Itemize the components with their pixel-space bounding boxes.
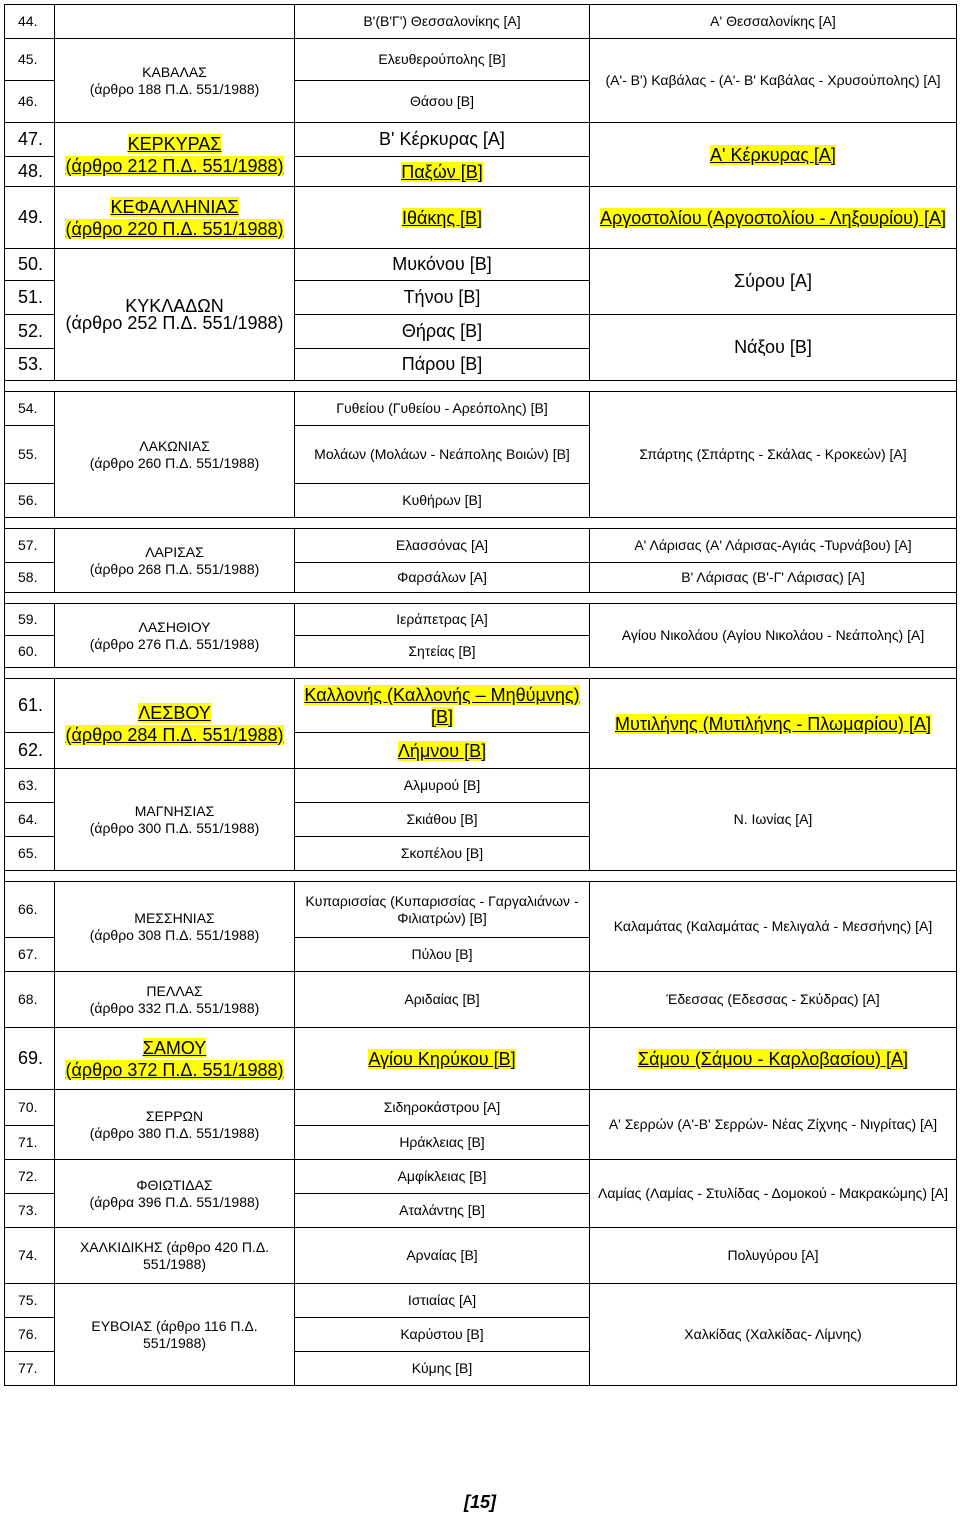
spacer-row [5, 518, 957, 529]
seat-cell: Ηράκλειας [Β] [295, 1126, 590, 1160]
seat-cell: Αρναίας [Β] [295, 1228, 590, 1284]
region-article: (άρθρο 300 Π.Δ. 551/1988) [89, 819, 260, 836]
row-number: 59. [5, 604, 55, 636]
region-cell [55, 604, 295, 668]
row-number: 61. [5, 679, 55, 733]
first-instance-cell [590, 187, 957, 249]
row-number: 75. [5, 1284, 55, 1318]
region-cell: ΕΥΒΟΙΑΣ (άρθρο 116 Π.Δ. 551/1988) [55, 1284, 295, 1386]
region-name: ΠΕΛΛΑΣ [146, 982, 203, 999]
seat-cell: Θήρας [Β] [295, 315, 590, 349]
row-number: 64. [5, 803, 55, 837]
spacer-row [5, 668, 957, 679]
row-number: 76. [5, 1318, 55, 1352]
region-cell [55, 39, 295, 123]
row-number: 56. [5, 484, 55, 518]
seat-cell: Θάσου [Β] [295, 81, 590, 123]
first-instance-cell: Χαλκίδας (Χαλκίδας- Λίμνης) [590, 1284, 957, 1386]
region-name: ΛΑΚΩΝΙΑΣ [139, 437, 210, 454]
seat-cell: Ιστιαίας [Α] [295, 1284, 590, 1318]
seat-name: Ιθάκης [Β] [401, 207, 483, 228]
region-name: ΚΕΡΚΥΡΑΣ [127, 133, 222, 154]
row-number: 69. [5, 1028, 55, 1090]
region-article: (άρθρο 284 Π.Δ. 551/1988) [65, 724, 284, 745]
region-name: ΚΑΒΑΛΑΣ [142, 63, 207, 80]
seat-cell: Σιδηροκάστρου [Α] [295, 1090, 590, 1126]
region-name: ΚΥΚΛΑΔΩΝ [125, 295, 224, 316]
row-number: 50. [5, 249, 55, 281]
page-number: [15] [463, 1492, 496, 1512]
seat-cell [295, 157, 590, 187]
seat-cell: Τήνου [Β] [295, 281, 590, 315]
row-number: 67. [5, 938, 55, 972]
row-number: 54. [5, 392, 55, 426]
region-name: ΦΘΙΩΤΙΔΑΣ [136, 1176, 213, 1193]
region-name: ΣΕΡΡΩΝ [145, 1107, 204, 1124]
seat-cell: Καρύστου [Β] [295, 1318, 590, 1352]
seat-cell [295, 733, 590, 769]
region-article: (άρθρο 188 Π.Δ. 551/1988) [89, 80, 260, 97]
first-instance-cell [590, 1028, 957, 1090]
first-instance-cell: Αγίου Νικολάου (Αγίου Νικολάου - Νεάπολης) [Α] [590, 604, 957, 668]
seat-cell: Αταλάντης [Β] [295, 1194, 590, 1228]
region-name: ΜΕΣΣΗΝΙΑΣ [134, 909, 215, 926]
first-instance-cell [590, 679, 957, 769]
first-instance-cell: Σύρου [Α] [590, 249, 957, 315]
seat-cell: Γυθείου (Γυθείου - Αρεόπολης) [Β] [295, 392, 590, 426]
first-instance-cell [590, 123, 957, 187]
seat-cell: Σκοπέλου [Β] [295, 837, 590, 871]
first-instance-name: Α' Κέρκυρας [Α] [710, 144, 836, 165]
seat-cell [295, 1028, 590, 1090]
region-cell [55, 679, 295, 769]
first-instance-cell: Πολυγύρου [Α] [590, 1228, 957, 1284]
row-number: 62. [5, 733, 55, 769]
first-instance-cell: Λαμίας (Λαμίας - Στυλίδας - Δομοκού - Μακρακώμης) [Α] [590, 1160, 957, 1228]
row-number: 63. [5, 769, 55, 803]
seat-cell: Πύλου [Β] [295, 938, 590, 972]
region-cell [55, 769, 295, 871]
seat-cell [295, 679, 590, 733]
row-number: 58. [5, 563, 55, 593]
seat-cell: Β' Κέρκυρας [Α] [295, 123, 590, 157]
seat-cell: Ελευθερούπολης [Β] [295, 39, 590, 81]
row-number: 55. [5, 426, 55, 484]
seat-name: Καλλονής (Καλλονής – Μηθύμνης) [Β] [304, 684, 580, 727]
region-article: (άρθρο 260 Π.Δ. 551/1988) [89, 454, 260, 471]
row-number: 52. [5, 315, 55, 349]
first-instance-cell: (Α'- Β') Καβάλας - (Α'- Β' Καβάλας - Χρυσούπολης) [Α] [590, 39, 957, 123]
row-number: 72. [5, 1160, 55, 1194]
row-number: 51. [5, 281, 55, 315]
row-number: 71. [5, 1126, 55, 1160]
seat-cell: Σητείας [Β] [295, 636, 590, 668]
first-instance-cell: Α' Σερρών (Α'-Β' Σερρών- Νέας Ζίχνης - Νιγρίτας) [Α] [590, 1090, 957, 1160]
region-cell [55, 529, 295, 593]
row-number: 48. [5, 157, 55, 187]
region-name: ΜΑΓΝΗΣΙΑΣ [134, 802, 215, 819]
region-cell [55, 882, 295, 972]
region-cell [55, 972, 295, 1028]
row-number: 47. [5, 123, 55, 157]
region-article: (άρθρο 308 Π.Δ. 551/1988) [89, 926, 260, 943]
region-name: ΛΑΡΙΣΑΣ [145, 543, 204, 560]
region-cell [55, 5, 295, 39]
region-article: (άρθρο 220 Π.Δ. 551/1988) [65, 218, 284, 239]
row-number: 49. [5, 187, 55, 249]
region-cell [55, 1090, 295, 1160]
row-number: 74. [5, 1228, 55, 1284]
seat-cell: Κυπαρισσίας (Κυπαρισσίας - Γαργαλιάνων - Φιλιατρών) [Β] [295, 882, 590, 938]
region-name: ΛΑΣΗΘΙΟΥ [138, 618, 211, 635]
first-instance-name: Μυτιλήνης (Μυτιλήνης - Πλωμαρίου) [Α] [615, 713, 931, 734]
region-cell [55, 1028, 295, 1090]
row-number: 66. [5, 882, 55, 938]
seat-cell: Β'(Β'Γ') Θεσσαλονίκης [Α] [295, 5, 590, 39]
region-cell [55, 249, 295, 381]
first-instance-cell: Έδεσσας (Εδεσσας - Σκύδρας) [Α] [590, 972, 957, 1028]
seat-name: Αγίου Κηρύκου [Β] [368, 1048, 516, 1069]
region-cell [55, 187, 295, 249]
row-number: 60. [5, 636, 55, 668]
seat-cell: Σκιάθου [Β] [295, 803, 590, 837]
row-number: 53. [5, 349, 55, 381]
seat-cell: Φαρσάλων [Α] [295, 563, 590, 593]
first-instance-cell: Νάξου [Β] [590, 315, 957, 381]
region-article: (άρθρο 268 Π.Δ. 551/1988) [89, 560, 260, 577]
seat-cell: Μολάων (Μολάων - Νεάπολης Βοιών) [Β] [295, 426, 590, 484]
region-article: (άρθρο 372 Π.Δ. 551/1988) [65, 1059, 284, 1080]
seat-cell: Κυθήρων [Β] [295, 484, 590, 518]
seat-cell: Ελασσόνας [Α] [295, 529, 590, 563]
region-article: (άρθρο 212 Π.Δ. 551/1988) [65, 155, 284, 176]
row-number: 46. [5, 81, 55, 123]
first-instance-name: Αργοστολίου (Αργοστολίου - Ληξουρίου) [Α] [599, 207, 947, 228]
region-article: (άρθρο 276 Π.Δ. 551/1988) [89, 635, 260, 652]
first-instance-cell: Α' Λάρισας (Α' Λάρισας-Αγιάς -Τυρνάβου) [Α] [590, 529, 957, 563]
seat-cell [295, 187, 590, 249]
seat-cell: Ιεράπετρας [Α] [295, 604, 590, 636]
region-name: ΚΕΦΑΛΛΗΝΙΑΣ [110, 196, 239, 217]
region-name: ΛΕΣΒΟΥ [138, 702, 211, 723]
seat-name: Παξών [Β] [401, 161, 483, 182]
row-number: 45. [5, 39, 55, 81]
region-article: (άρθρο 380 Π.Δ. 551/1988) [89, 1124, 260, 1141]
row-number: 65. [5, 837, 55, 871]
seat-cell: Μυκόνου [Β] [295, 249, 590, 281]
region-cell [55, 123, 295, 187]
seat-cell: Αμφίκλειας [Β] [295, 1160, 590, 1194]
first-instance-cell: Β' Λάρισας (Β'-Γ' Λάρισας) [Α] [590, 563, 957, 593]
spacer-row [5, 381, 957, 392]
seat-cell: Κύμης [Β] [295, 1352, 590, 1386]
region-cell: ΧΑΛΚΙΔΙΚΗΣ (άρθρο 420 Π.Δ. 551/1988) [55, 1228, 295, 1284]
region-cell [55, 1160, 295, 1228]
region-article: (άρθρα 396 Π.Δ. 551/1988) [89, 1193, 260, 1210]
row-number: 77. [5, 1352, 55, 1386]
first-instance-cell: Σπάρτης (Σπάρτης - Σκάλας - Κροκεών) [Α] [590, 392, 957, 518]
seat-cell: Πάρου [Β] [295, 349, 590, 381]
region-name: ΣΑΜΟΥ [142, 1037, 207, 1058]
seat-cell: Αλμυρού [Β] [295, 769, 590, 803]
row-number: 73. [5, 1194, 55, 1228]
row-number: 70. [5, 1090, 55, 1126]
courts-table [4, 4, 957, 1386]
region-article: (άρθρο 332 Π.Δ. 551/1988) [89, 999, 260, 1016]
region-article: (άρθρο 252 Π.Δ. 551/1988) [65, 312, 284, 333]
spacer-row [5, 593, 957, 604]
seat-name: Λήμνου [Β] [397, 740, 487, 761]
first-instance-cell: Ν. Ιωνίας [Α] [590, 769, 957, 871]
region-cell [55, 392, 295, 518]
row-number: 44. [5, 5, 55, 39]
row-number: 57. [5, 529, 55, 563]
seat-cell: Αριδαίας [Β] [295, 972, 590, 1028]
first-instance-cell: Α' Θεσσαλονίκης [Α] [590, 5, 957, 39]
first-instance-cell: Καλαμάτας (Καλαμάτας - Μελιγαλά - Μεσσήνης) [Α] [590, 882, 957, 972]
spacer-row [5, 871, 957, 882]
row-number: 68. [5, 972, 55, 1028]
first-instance-name: Σάμου (Σάμου - Καρλοβασίου) [Α] [637, 1048, 909, 1069]
